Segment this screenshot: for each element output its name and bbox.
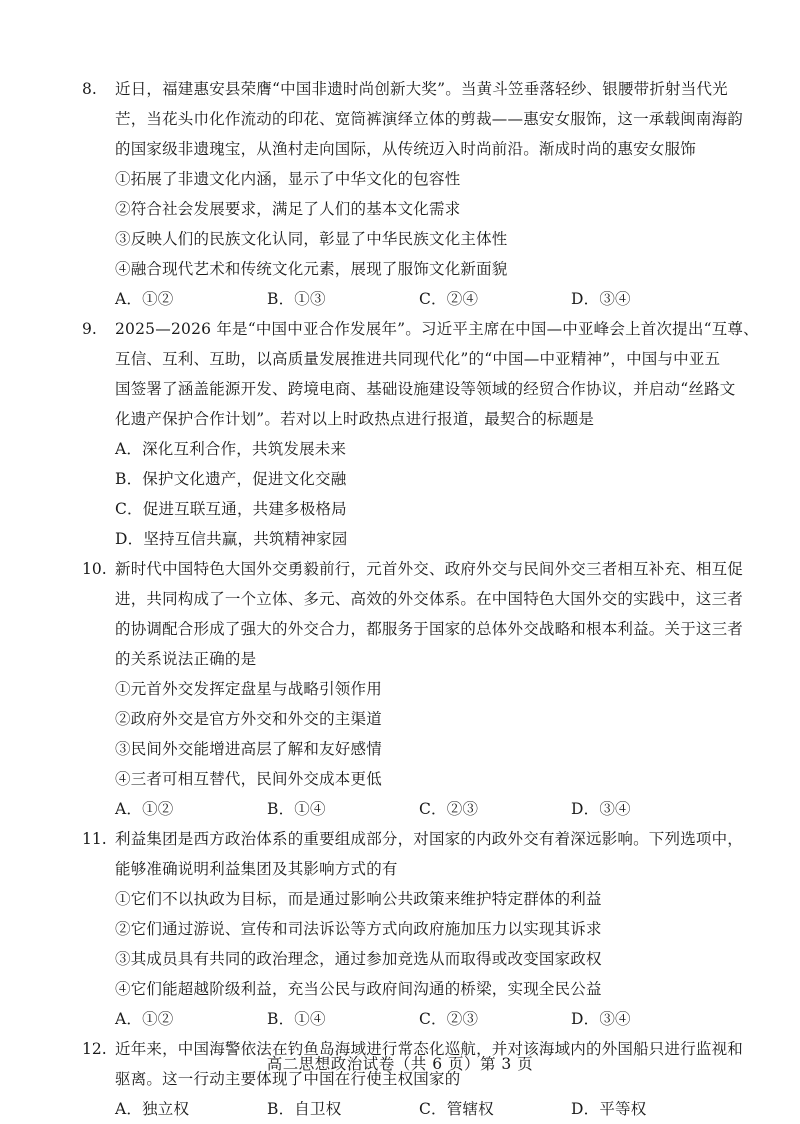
stem-line: 2025—2026 年是“中国中亚合作发展年”。习近平主席在中国—中亚峰会上首次提出“互尊、	[115, 320, 759, 338]
question-stem	[115, 74, 743, 164]
option-a: A．深化互利合作，共筑发展未来	[115, 440, 347, 458]
option-c: C．②③	[419, 800, 479, 818]
statement-1: ①它们不以执政为目标，而是通过影响公共政策来维护特定群体的利益	[115, 890, 602, 908]
option-a: A．①②	[115, 1010, 174, 1028]
question-number: 11.	[82, 830, 107, 848]
question-body	[115, 314, 759, 554]
answer-options	[115, 284, 743, 314]
question-body	[115, 554, 743, 824]
option-b: B．自卫权	[267, 1100, 342, 1118]
statement-3: ③其成员具有共同的政治理念，通过参加竞选从而取得或改变国家政权	[115, 950, 602, 968]
stem-line: 能够准确说明利益集团及其影响方式的有	[115, 860, 398, 878]
option-c: C．促进互联互通，共建多极格局	[115, 500, 347, 518]
question-body	[115, 74, 743, 314]
option-c: C．②③	[419, 1010, 479, 1028]
option-a: A．独立权	[115, 1100, 190, 1118]
option-b: B．①④	[267, 800, 326, 818]
statement-3: ③反映人们的民族文化认同，彰显了中华民族文化主体性	[115, 230, 508, 248]
question-body	[115, 824, 743, 1034]
answer-options	[115, 1094, 743, 1124]
option-b: B．①③	[267, 290, 326, 308]
question-number: 9.	[82, 320, 97, 338]
page-footer: 高二思想政治试卷（共 6 页）第 3 页	[266, 1055, 534, 1073]
stem-line: 近年来，中国海警依法在钓鱼岛海域进行常态化巡航，并对该海域内的外国船只进行监视和	[115, 1040, 744, 1058]
question-number: 8.	[82, 80, 97, 98]
statement-1: ①元首外交发挥定盘星与战略引领作用	[115, 680, 382, 698]
question-9	[82, 314, 759, 554]
statement-1: ①拓展了非遗文化内涵，显示了中华文化的包容性	[115, 170, 461, 188]
stem-line: 的关系说法正确的是	[115, 650, 257, 668]
stem-line: 的协调配合形成了强大的外交合力，都服务于国家的总体外交战略和根本利益。关于这三者	[115, 620, 744, 638]
option-d: D．③④	[571, 290, 631, 308]
question-stem	[115, 314, 759, 434]
option-a: A．①②	[115, 290, 174, 308]
stem-line: 的国家级非遗瑰宝，从渔村走向国际，从传统迈入时尚前沿。渐成时尚的惠安女服饰	[115, 140, 696, 158]
option-b: B．保护文化遗产，促进文化交融	[115, 470, 347, 488]
question-number: 10.	[82, 560, 107, 578]
stem-line: 芒，当花头巾化作流动的印花、宽筒裤演绎立体的剪裁——惠安女服饰，这一承载闽南海韵	[115, 110, 744, 128]
question-11	[82, 824, 744, 1034]
statement-2: ②符合社会发展要求，满足了人们的基本文化需求	[115, 200, 461, 218]
stem-line: 化遗产保护合作计划”。若对以上时政热点进行报道，最契合的标题是	[115, 410, 595, 428]
statement-4: ④它们能超越阶级利益，充当公民与政府间沟通的桥梁，实现全民公益	[115, 980, 602, 998]
question-body	[115, 1034, 743, 1124]
statement-2: ②政府外交是官方外交和外交的主渠道	[115, 710, 382, 728]
question-8	[82, 74, 744, 314]
question-number: 12.	[82, 1040, 107, 1058]
question-10	[82, 554, 744, 824]
statement-2: ②它们通过游说、宣传和司法诉讼等方式向政府施加压力以实现其诉求	[115, 920, 602, 938]
question-stem	[115, 824, 743, 884]
stem-line: 利益集团是西方政治体系的重要组成部分，对国家的内政外交有着深远影响。下列选项中，	[115, 830, 744, 848]
option-c: C．管辖权	[419, 1100, 494, 1118]
statement-4: ④融合现代艺术和传统文化元素，展现了服饰文化新面貌	[115, 260, 508, 278]
stem-line: 进，共同构成了一个立体、多元、高效的外交体系。在中国特色大国外交的实践中，这三者	[115, 590, 744, 608]
stem-line: 国签署了涵盖能源开发、跨境电商、基础设施建设等领域的经贸合作协议，并启动“丝路文	[115, 380, 736, 398]
stem-line: 互信、互利、互助，以高质量发展推进共同现代化”的“中国—中亚精神”，中国与中亚五	[115, 350, 721, 368]
option-b: B．①④	[267, 1010, 326, 1028]
stem-line: 新时代中国特色大国外交勇毅前行，元首外交、政府外交与民间外交三者相互补充、相互促	[115, 560, 744, 578]
option-d: D．坚持互信共赢，共筑精神家园	[115, 530, 348, 548]
stem-line: 近日，福建惠安县荣膺“中国非遗时尚创新大奖”。当黄斗笠垂落轻纱、银腰带折射当代光	[115, 80, 728, 98]
option-c: C．②④	[419, 290, 479, 308]
option-a: A．①②	[115, 800, 174, 818]
statement-4: ④三者可相互替代，民间外交成本更低	[115, 770, 382, 788]
option-d: D．③④	[571, 800, 631, 818]
question-12	[82, 1034, 744, 1124]
question-stem	[115, 554, 743, 674]
option-d: D．③④	[571, 1010, 631, 1028]
stem-line: 驱离。这一行动主要体现了中国在行使主权国家的	[115, 1070, 461, 1088]
answer-options	[115, 794, 743, 824]
statement-3: ③民间外交能增进高层了解和友好感情	[115, 740, 382, 758]
option-d: D．平等权	[571, 1100, 647, 1118]
answer-options	[115, 1004, 743, 1034]
